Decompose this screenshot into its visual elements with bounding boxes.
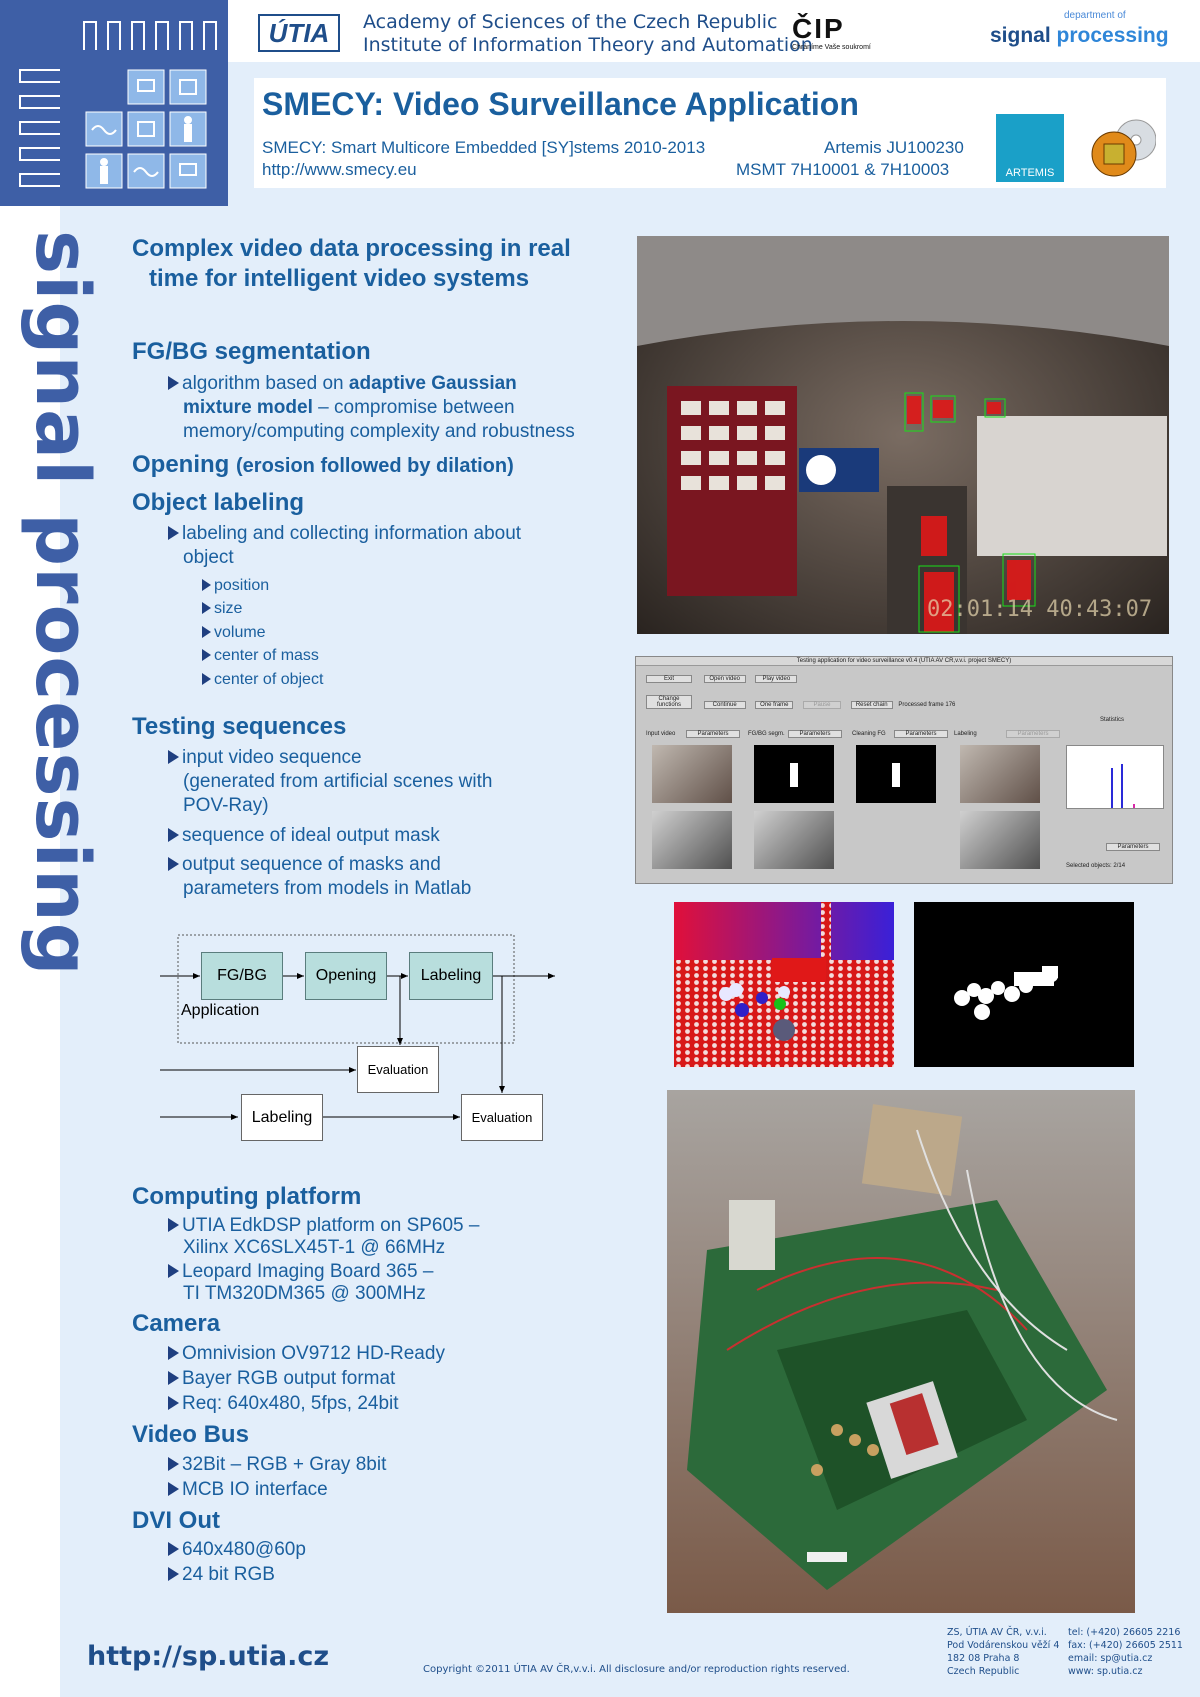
processed-frame-label: Processed frame 176	[898, 702, 956, 708]
labeling-heading: Object labeling	[132, 489, 305, 516]
svg-text:02:01:14 40:43:07: 02:01:14 40:43:07	[927, 597, 1153, 622]
list-item: 24 bit RGB	[168, 1562, 306, 1587]
block-diagram	[150, 925, 570, 1145]
parameters-button-3[interactable]: Parameters	[894, 730, 948, 738]
cleaning-label: Cleaning FG	[852, 731, 886, 737]
poster-title: SMECY: Video Surveillance Application	[262, 86, 859, 122]
chip-logo	[0, 0, 228, 206]
labeling-sub-list	[202, 574, 323, 691]
reset-chain-button[interactable]: Reset chain	[851, 701, 893, 709]
dvi-heading: DVI Out	[132, 1507, 220, 1534]
testing-bullet-2: sequence of ideal output mask	[168, 824, 440, 848]
testing-bullet-1: input video sequence (generated from artificial scenes with POV-Ray)	[168, 746, 588, 818]
bullet-icon	[168, 1482, 179, 1496]
selected-objects-label: Selected objects: 2/14	[1066, 863, 1126, 869]
bullet-icon	[168, 1567, 179, 1581]
bullet-icon	[168, 1218, 179, 1232]
list-item: TI TM320DM365 @ 300MHz	[183, 1282, 426, 1304]
site-url-link[interactable]: http://sp.utia.cz	[87, 1641, 330, 1672]
intro-heading: Complex video data processing in real time for intelligent video systems	[132, 235, 571, 292]
open-video-button[interactable]: Open video	[704, 675, 746, 683]
labeling-frame-1	[960, 745, 1040, 803]
opening-block: Opening	[305, 952, 387, 1000]
labeling-frame-2	[960, 811, 1040, 869]
msmt-grant: MSMT 7H10001 & 7H10003	[736, 160, 950, 179]
dvi-list	[168, 1537, 306, 1587]
parameters-button-1[interactable]: Parameters	[686, 730, 740, 738]
labeling-bullet: labeling and collecting information about object	[168, 522, 588, 570]
testing-bullet-3: output sequence of masks and parameters from models in Matlab	[168, 853, 588, 901]
testing-heading: Testing sequences	[132, 713, 347, 740]
synthetic-scene-image	[674, 902, 894, 1067]
project-line: SMECY: Smart Multicore Embedded [SY]stems 2010-2013	[262, 138, 706, 157]
bullet-icon	[168, 1371, 179, 1385]
camera-heading: Camera	[132, 1310, 221, 1337]
bullet-icon	[168, 857, 179, 871]
bullet-icon	[202, 626, 211, 638]
evaluation-block-1: Evaluation	[357, 1046, 439, 1093]
pause-button[interactable]: Pause	[803, 701, 841, 709]
bullet-icon	[168, 1346, 179, 1360]
labeling-label: Labeling	[954, 731, 977, 737]
list-item: Leopard Imaging Board 365 –	[168, 1261, 479, 1283]
fgbg-frame	[754, 745, 834, 803]
hardware-board-photo	[667, 1090, 1135, 1613]
fgbg-block: FG/BG	[201, 952, 283, 1000]
input-frame-1	[652, 745, 732, 803]
list-item: Xilinx XC6SLX45T-1 @ 66MHz	[183, 1236, 446, 1258]
bullet-icon	[168, 1457, 179, 1471]
cleaning-frame	[856, 745, 936, 803]
copyright: Copyright ©2011 ÚTIA AV ČR,v.v.i. All disclosure and/or reproduction rights reserved.	[423, 1664, 850, 1675]
input-video-label: Input video	[646, 731, 676, 737]
list-item: position	[202, 574, 323, 597]
fgbg-frame-2	[754, 811, 834, 869]
exit-button[interactable]: Exit	[646, 675, 692, 683]
artemis-logo: ARTEMIS	[996, 114, 1064, 182]
list-item: center of object	[202, 668, 323, 691]
change-functions-button[interactable]: Change functions	[646, 695, 692, 709]
address-block: ZS, ÚTIA AV ČR, v.v.i. Pod Vodárenskou věží 4 182 08 Praha 8 Czech Republic	[947, 1627, 1060, 1677]
list-item: volume	[202, 621, 323, 644]
stats-label: Statistics	[1100, 717, 1125, 723]
bullet-icon	[168, 1542, 179, 1556]
list-item: size	[202, 597, 323, 620]
application-label: Application	[181, 1002, 260, 1019]
fgbg-bullet: algorithm based on adaptive Gaussian mixture model – compromise between memory/computing complexity and robustness	[168, 372, 608, 444]
window-titlebar: Testing application for video surveillance v0.4 (ÚTIA AV ČR,v.v.i. project SMECY)	[636, 657, 1172, 666]
parameters-button-4[interactable]: Parameters	[1006, 730, 1060, 738]
project-url: http://www.smecy.eu	[262, 160, 417, 179]
list-item: Omnivision OV9712 HD-Ready	[168, 1341, 445, 1366]
list-item: UTIA EdkDSP platform on SP605 –	[168, 1215, 479, 1237]
fgbg-label: FG/BG segm.	[748, 731, 785, 737]
cip-logo: ČIP Chráníme Vaše soukromí	[792, 13, 871, 51]
utia-logo: ÚTIA	[258, 14, 340, 52]
institution-line-1: Academy of Sciences of the Czech Republic	[363, 11, 778, 33]
bullet-icon	[202, 579, 211, 591]
chip-disc-icon	[1086, 114, 1156, 180]
labeling-block: Labeling	[409, 952, 493, 1000]
list-item: 32Bit – RGB + Gray 8bit	[168, 1452, 386, 1477]
parameters-button-2[interactable]: Parameters	[788, 730, 842, 738]
videobus-list	[168, 1452, 386, 1502]
list-item: MCB IO interface	[168, 1477, 386, 1502]
one-frame-button[interactable]: One frame	[755, 701, 793, 709]
list-item: Req: 640x480, 5fps, 24bit	[168, 1391, 445, 1416]
list-item: Bayer RGB output format	[168, 1366, 445, 1391]
list-item: center of mass	[202, 644, 323, 667]
list-item: 640x480@60p	[168, 1537, 306, 1562]
computing-list	[168, 1215, 479, 1304]
evaluation-block-2: Evaluation	[461, 1094, 543, 1141]
bullet-icon	[168, 750, 179, 764]
input-frame-2	[652, 811, 732, 869]
play-video-button[interactable]: Play video	[755, 675, 797, 683]
contact-block: tel: (+420) 26605 2216 fax: (+420) 26605 2511 email: sp@utia.cz www: sp.utia.cz	[1068, 1627, 1183, 1677]
labeling-block-2: Labeling	[241, 1094, 323, 1141]
computing-heading: Computing platform	[132, 1183, 362, 1210]
bullet-icon	[168, 1396, 179, 1410]
bullet-icon	[202, 602, 211, 614]
institution-line-2: Institute of Information Theory and Automation	[363, 34, 813, 56]
bullet-icon	[168, 1264, 179, 1278]
chip-icon	[0, 0, 228, 206]
bullet-icon	[202, 673, 211, 685]
dept-logo: department of signal processing	[990, 10, 1169, 47]
bullet-icon	[168, 526, 179, 540]
videobus-heading: Video Bus	[132, 1421, 249, 1448]
opening-heading: Opening (erosion followed by dilation)	[132, 451, 514, 478]
artemis-grant: Artemis JU100230	[824, 138, 964, 157]
statistics-plot	[1066, 745, 1164, 809]
vertical-brand-text: signal processing	[19, 230, 105, 977]
testing-app-window	[635, 656, 1173, 884]
camera-list	[168, 1341, 445, 1416]
continue-button[interactable]: Continue	[704, 701, 746, 709]
bullet-icon	[202, 649, 211, 661]
bullet-icon	[168, 376, 179, 390]
fgbg-heading: FG/BG segmentation	[132, 338, 371, 365]
parameters-button-5[interactable]: Parameters	[1106, 843, 1160, 851]
ideal-mask-image	[914, 902, 1134, 1067]
bullet-icon	[168, 828, 179, 842]
surveillance-photo	[637, 236, 1169, 634]
